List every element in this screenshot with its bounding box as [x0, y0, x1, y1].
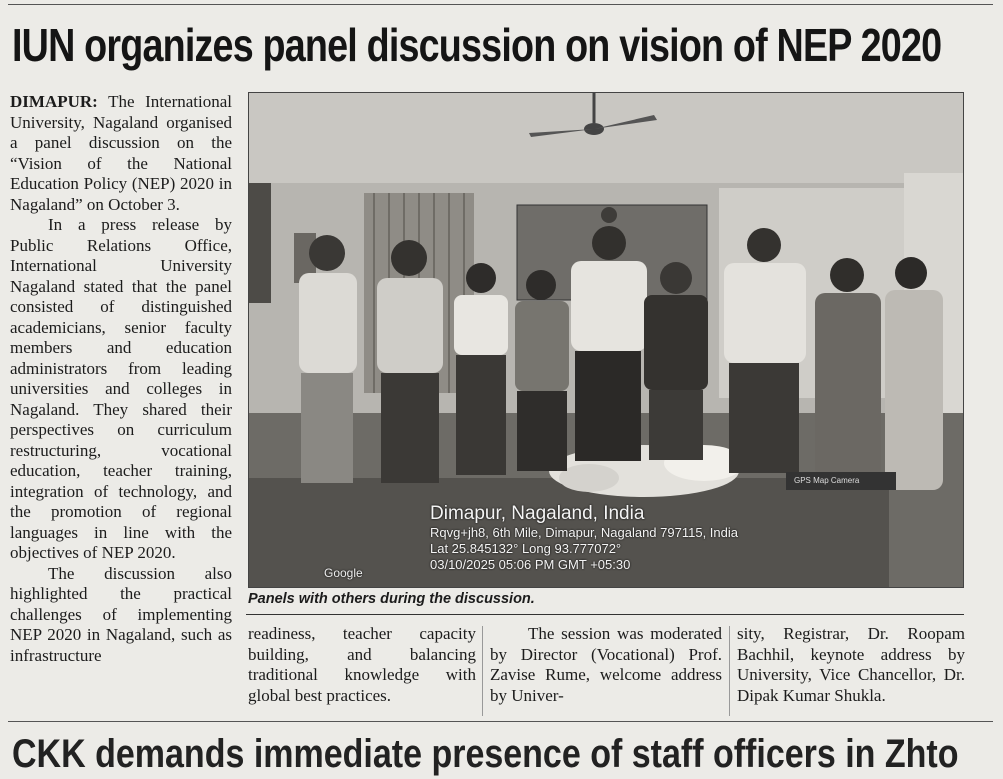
- bottom-column-4: [737, 624, 965, 706]
- geotag-datetime: 03/10/2025 05:06 PM GMT +05:30: [430, 557, 631, 572]
- paragraph-1-text: The International University, Nagaland organised a panel discussion on the “Vision of the National Education Policy (NEP) 2020 in Nagaland” on October 3.: [10, 92, 232, 214]
- bottom-column-2: [248, 624, 476, 706]
- paragraph-1: [10, 92, 232, 215]
- bottom-column-3: [490, 624, 722, 706]
- caption-rule: [246, 614, 964, 615]
- google-watermark: Google: [324, 566, 363, 580]
- dateline: DIMAPUR:: [10, 92, 98, 111]
- bottom-rule: [8, 721, 993, 722]
- photo-caption: Panels with others during the discussion.: [248, 591, 535, 607]
- photo-geotag: [430, 503, 738, 573]
- geotag-city: Dimapur, Nagaland, India: [430, 503, 645, 524]
- left-column: [10, 92, 232, 666]
- next-article-headline: CKK demands immediate presence of staff officers in Zhto: [12, 732, 959, 776]
- col3-text: The session was moderated by Director (Vocational) Prof. Zavise Rume, welcome address by Univer-: [490, 624, 722, 705]
- paragraph-3: The discussion also highlighted the practical challenges of implementing NEP 2020 in Nagaland, such as infrastructure: [10, 563, 232, 665]
- col2-text: readiness, teacher capacity building, and balancing traditional knowledge with global best practices.: [248, 624, 476, 705]
- paragraph-2: In a press release by Public Relations Office, International University Nagaland stated that the panel consisted of distinguished academicians, senior faculty members and education administrators from leading universities and colleges in Nagaland. They shared their perspectives on curriculum restructuring, vocational education, teacher training, integration of technology, and the promotion of regional languages in line with the objectives of NEP 2020.: [10, 215, 232, 562]
- gps-camera-badge: GPS Map Camera: [786, 472, 896, 490]
- geotag-address: Rqvg+jh8, 6th Mile, Dimapur, Nagaland 797115, India: [430, 525, 738, 540]
- geotag-coords: Lat 25.845132° Long 93.777072°: [430, 541, 622, 556]
- column-divider: [729, 626, 730, 716]
- article-headline: IUN organizes panel discussion on vision of NEP 2020: [12, 19, 942, 71]
- top-rule: [8, 4, 993, 5]
- col4-text: sity, Registrar, Dr. Roopam Bachhil, keynote address by University, Vice Chancellor, Dr. Dipak Kumar Shukla.: [737, 624, 965, 705]
- column-divider: [482, 626, 483, 716]
- people-group: [299, 226, 943, 490]
